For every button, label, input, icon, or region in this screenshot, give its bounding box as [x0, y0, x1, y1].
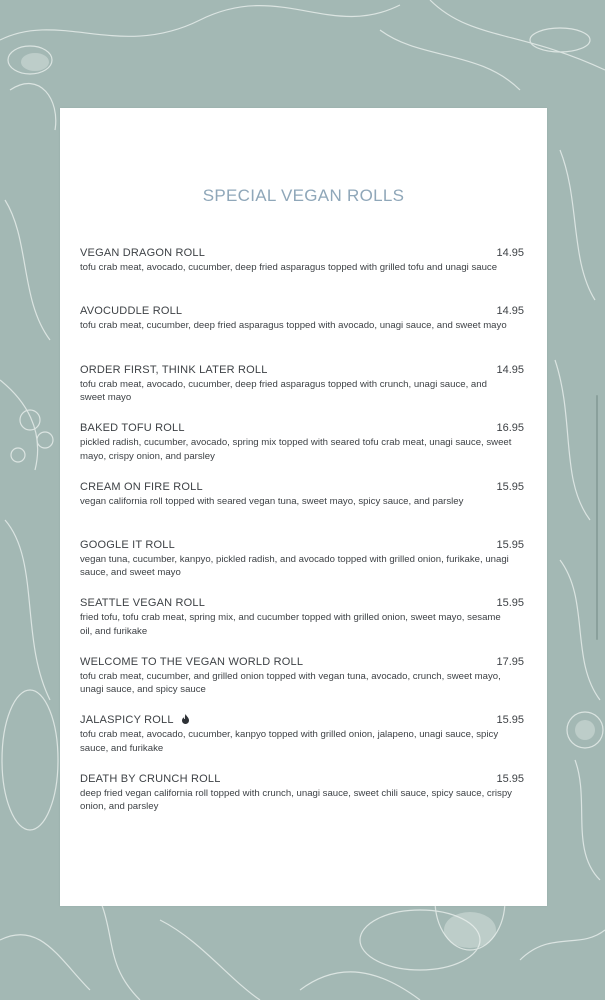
item-description: tofu crab meat, avocado, cucumber, deep fried asparagus topped with crunch, unagi sauce, and sweet mayo: [80, 378, 487, 404]
item-description: fried tofu, tofu crab meat, spring mix, and cucumber topped with grilled onion, sweet mayo, sesame oil, and furikake: [80, 612, 501, 637]
item-price: 15.95: [496, 714, 524, 727]
menu-item: [80, 597, 524, 655]
item-price: 15.95: [496, 480, 524, 493]
item-price: 14.95: [496, 363, 524, 376]
menu-item: [80, 656, 524, 714]
menu-item: [80, 422, 524, 480]
menu-item: [80, 539, 524, 597]
menu-items-list: [80, 247, 524, 831]
menu-item: [80, 773, 524, 831]
menu-item: [80, 364, 524, 422]
menu-item: [80, 247, 524, 305]
menu-item: [80, 481, 524, 539]
item-name-wrap: [80, 714, 190, 726]
item-description: deep fried vegan california roll topped with crunch, unagi sauce, sweet chili sauce, spicy sauce, crispy onion, and parsley: [80, 787, 512, 812]
item-description: vegan california roll topped with seared vegan tuna, sweet mayo, spicy sauce, and parsley: [80, 495, 464, 507]
item-description: tofu crab meat, avocado, cucumber, kanpyo topped with grilled onion, jalapeno, unagi sauce, spicy sauce, and furikake: [80, 729, 499, 754]
flame-icon: [181, 714, 190, 724]
item-name: JALASPICY ROLL: [80, 714, 174, 727]
item-name: GOOGLE IT ROLL: [80, 538, 175, 551]
scrollbar-thumb[interactable]: [596, 395, 598, 640]
item-price: 14.95: [496, 305, 524, 318]
item-description: pickled radish, cucumber, avocado, spring mix topped with seared tofu crab meat, unagi sauce, sweet mayo, crispy onion, and parsley: [80, 437, 512, 462]
menu-card: [60, 108, 547, 906]
item-price: 15.95: [496, 597, 524, 610]
item-description: tofu crab meat, avocado, cucumber, deep fried asparagus topped with grilled tofu and unagi sauce: [80, 262, 498, 273]
item-name: CREAM ON FIRE ROLL: [80, 480, 203, 493]
menu-title: SPECIAL VEGAN ROLLS: [202, 186, 405, 205]
item-price: 17.95: [496, 655, 524, 668]
item-name: DEATH BY CRUNCH ROLL: [80, 772, 221, 785]
item-name: BAKED TOFU ROLL: [80, 422, 185, 435]
item-price: 15.95: [496, 538, 524, 551]
item-price: 15.95: [496, 772, 524, 785]
item-price: 14.95: [496, 247, 524, 259]
menu-item: [80, 305, 524, 363]
item-description: tofu crab meat, cucumber, deep fried asparagus topped with avocado, unagi sauce, and sweet mayo: [80, 320, 507, 332]
item-name: WELCOME TO THE VEGAN WORLD ROLL: [80, 655, 304, 668]
item-price: 16.95: [496, 422, 524, 435]
item-name: SEATTLE VEGAN ROLL: [80, 597, 206, 610]
item-description: tofu crab meat, cucumber, and grilled onion topped with vegan tuna, avocado, crunch, sweet mayo, unagi sauce, and spicy sauce: [80, 670, 501, 696]
item-name: ORDER FIRST, THINK LATER ROLL: [80, 363, 268, 376]
menu-item: [80, 714, 524, 772]
item-name: AVOCUDDLE ROLL: [80, 305, 183, 318]
item-name: VEGAN DRAGON ROLL: [80, 247, 206, 259]
item-description: vegan tuna, cucumber, kanpyo, pickled radish, and avocado topped with grilled onion, furikake, unagi sauce, and sweet mayo: [80, 553, 509, 579]
